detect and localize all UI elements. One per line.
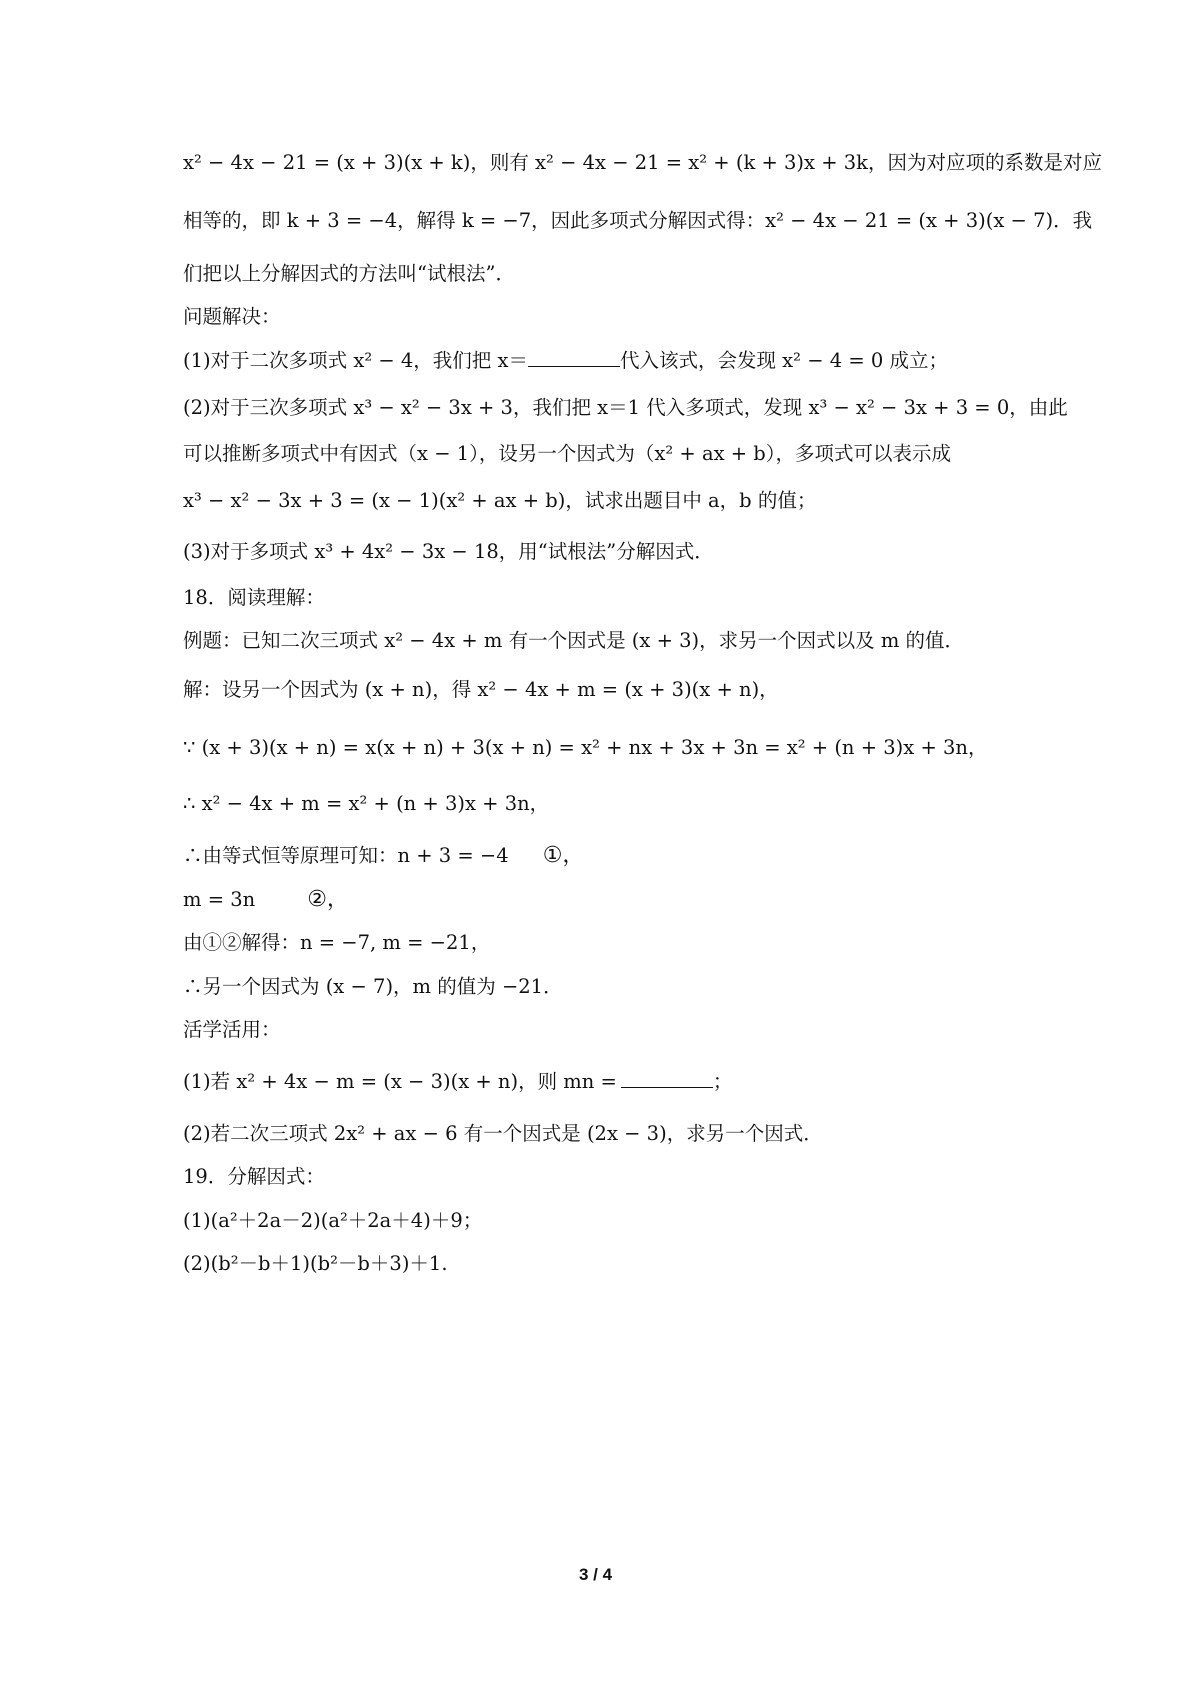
- question-17-1: (1)对于二次多项式 x² − 4，我们把 x＝ 代入该式，会发现 x² − 4 = 0 成立；: [183, 349, 948, 372]
- text-line-method-name: 们把以上分解因式的方法叫“试根法”．: [183, 262, 515, 285]
- solution-step-4: ∴由等式恒等原理可知：n + 3 = −4 ①，: [183, 843, 585, 868]
- question-17-3: (3)对于多项式 x³ + 4x² − 3x − 18，用“试根法”分解因式．: [183, 540, 714, 563]
- question-18-heading: 18．阅读理解：: [183, 586, 325, 609]
- question-18-1: (1)若 x² + 4x − m = (x − 3)(x + n)，则 mn = ；: [183, 1070, 733, 1093]
- question-17-2-line1: (2)对于三次多项式 x³ − x² − 3x + 3，我们把 x＝1 代入多项式，发现 x³ − x² − 3x + 3 = 0，由此: [183, 396, 1068, 419]
- text-line-trial-root-intro: x² − 4x − 21 = (x + 3)(x + k)，则有 x² − 4x − 21 = x² + (k + 3)x + 3k，因为对应项的系数是对应: [183, 151, 1102, 174]
- question-17-2-line2: 可以推断多项式中有因式（x − 1），设另一个因式为（x² + ax + b），多项式可以表示成: [183, 442, 952, 465]
- example-statement: 例题：已知二次三项式 x² − 4x + m 有一个因式是 (x + 3)，求另一个因式以及 m 的值．: [183, 629, 965, 652]
- section-heading-problem-solving: 问题解决：: [183, 305, 281, 328]
- question-19-1: (1)(a²＋2a－2)(a²＋2a＋4)＋9；: [183, 1209, 483, 1232]
- answer-blank: [621, 1069, 713, 1088]
- question-19-heading: 19．分解因式：: [183, 1165, 325, 1188]
- section-heading-apply: 活学活用：: [183, 1018, 281, 1041]
- solution-conclusion: ∴另一个因式为 (x − 7)，m 的值为 −21．: [183, 975, 563, 998]
- solution-step-3: ∴ x² − 4x + m = x² + (n + 3)x + 3n，: [183, 792, 550, 815]
- solution-step-5: m = 3n ②，: [183, 887, 349, 912]
- answer-blank: [528, 348, 620, 367]
- question-17-2-line3: x³ − x² − 3x + 3 = (x − 1)(x² + ax + b)，试求出题目中 a，b 的值；: [183, 489, 817, 512]
- page-number: 3 / 4: [578, 1565, 613, 1584]
- text-line-coefficient-comparison: 相等的，即 k + 3 = −4，解得 k = −7，因此多项式分解因式得：x² − 4x − 21 = (x + 3)(x − 7)．我: [183, 209, 1093, 232]
- question-18-2: (2)若二次三项式 2x² + ax − 6 有一个因式是 (2x − 3)，求另一个因式．: [183, 1122, 823, 1145]
- solution-step-2: ∵ (x + 3)(x + n) = x(x + n) + 3(x + n) = x² + nx + 3x + 3n = x² + (n + 3)x + 3n，: [183, 736, 988, 759]
- question-19-2: (2)(b²－b＋1)(b²－b＋3)＋1.: [183, 1252, 448, 1275]
- solution-step-1: 解：设另一个因式为 (x + n)，得 x² − 4x + m = (x + 3)(x + n)，: [183, 678, 779, 701]
- solution-step-6: 由①②解得：n = −7, m = −21，: [183, 931, 491, 954]
